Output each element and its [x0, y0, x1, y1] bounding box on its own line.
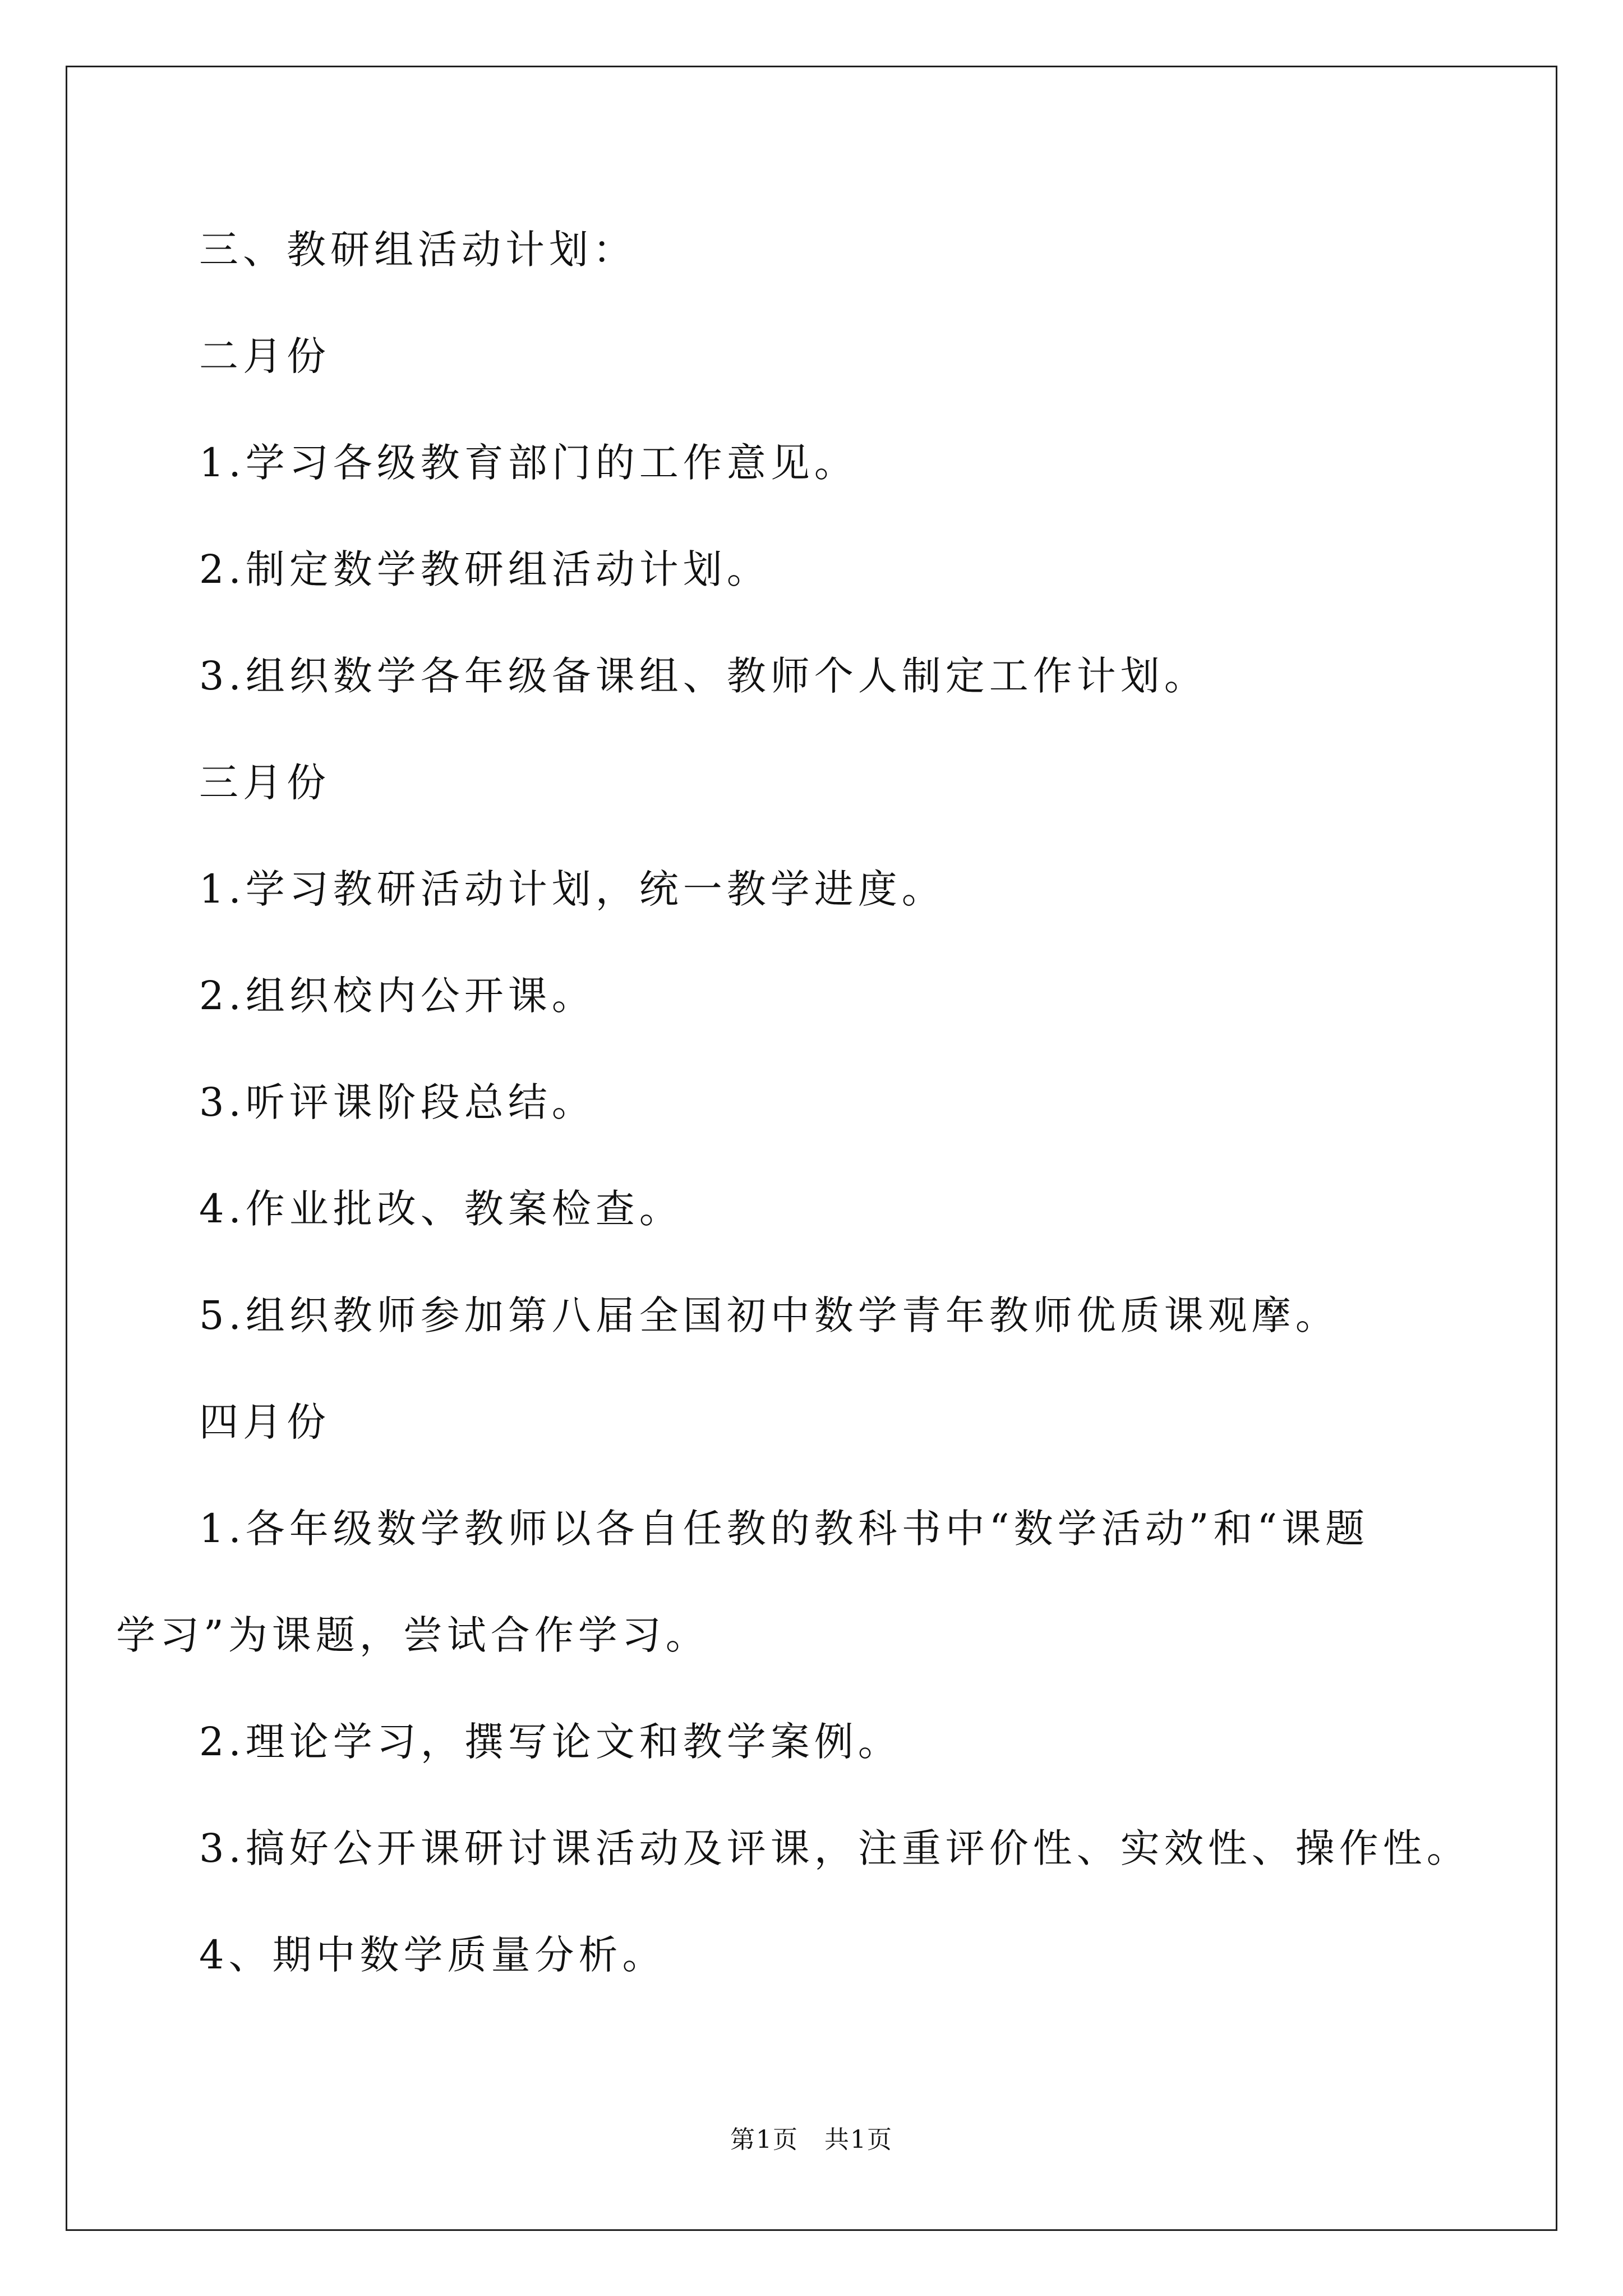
list-item: 2.制定数学教研组活动计划。: [199, 546, 771, 592]
list-item-continuation: 学习”为课题，尝试合作学习。: [116, 1612, 709, 1658]
list-item: 4.作业批改、教案检查。: [199, 1186, 683, 1232]
section-heading: 三、教研组活动计划：: [199, 227, 637, 273]
list-item: 3.搞好公开课研讨课活动及评课，注重评价性、实效性、操作性。: [199, 1825, 1470, 1871]
month-heading-february: 二月份: [199, 333, 330, 379]
page-border: [66, 66, 1557, 2231]
list-item: 5.组织教师参加第八届全国初中数学青年教师优质课观摩。: [199, 1292, 1339, 1338]
list-item: 1.学习教研活动计划，统一教学进度。: [199, 866, 946, 912]
list-item: 2.理论学习，撰写论文和教学案例。: [199, 1719, 902, 1765]
month-heading-april: 四月份: [199, 1399, 330, 1445]
list-item: 3.听评课阶段总结。: [199, 1079, 596, 1125]
list-item: 1.各年级数学教师以各自任教的教科书中“数学活动”和“课题: [199, 1506, 1370, 1552]
list-item: 1.学习各级教育部门的工作意见。: [199, 440, 858, 486]
month-heading-march: 三月份: [199, 760, 330, 806]
list-item: 3.组织数学各年级备课组、教师个人制定工作计划。: [199, 653, 1208, 699]
page-number-footer: 第1页 共1页: [730, 2125, 893, 2154]
list-item: 4、期中数学质量分析。: [199, 1932, 666, 1978]
list-item: 2.组织校内公开课。: [199, 973, 596, 1019]
